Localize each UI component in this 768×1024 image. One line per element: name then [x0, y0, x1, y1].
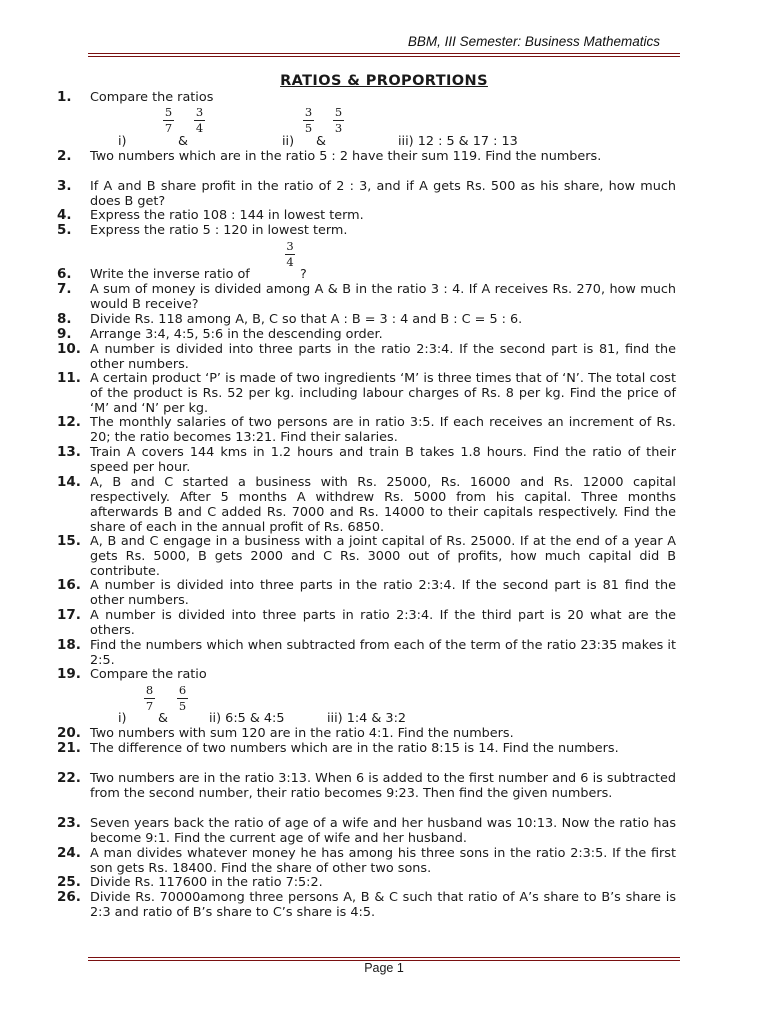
question-text: A man divides whatever money he has among his three sons in the ratio 2:3:5. If the first son gets Rs. 18400. Find the share of other two sons.	[90, 846, 676, 876]
option-i-label: i)	[118, 711, 127, 726]
question-text: The difference of two numbers which are in the ratio 8:15 is 14. Find the numbers.	[90, 741, 619, 756]
option-ii-label: ii)	[282, 134, 295, 149]
question-number: 26.	[57, 889, 81, 905]
question-text: A certain product ‘P’ is made of two ingredients ‘M’ is three times that of ‘N’. The total cost of the product is Rs. 52 per kg. including labour charges of Rs. 8 per kg. Find the price of ‘M’ and ‘N’ per kg.	[90, 371, 676, 416]
option-iii: iii) 12 : 5 & 17 : 13	[398, 134, 518, 149]
question-text: A number is divided into three parts in the ratio 2:3:4. If the second part is 81 find the other numbers.	[90, 578, 676, 608]
question-text: A sum of money is divided among A & B in the ratio 3 : 4. If A receives Rs. 270, how much would B receive?	[90, 282, 676, 312]
ampersand: &	[178, 134, 188, 149]
question-number: 2.	[57, 148, 72, 164]
question-text: Two numbers which are in the ratio 5 : 2 have their sum 119. Find the numbers.	[90, 149, 602, 164]
ampersand: &	[316, 134, 326, 149]
fraction	[163, 106, 174, 135]
fraction	[194, 106, 205, 135]
question-text: Arrange 3:4, 4:5, 5:6 in the descending order.	[90, 327, 383, 342]
question-number: 17.	[57, 607, 81, 623]
fraction	[303, 106, 314, 135]
question-text: Write the inverse ratio of	[90, 267, 250, 282]
denominator: 5	[304, 121, 313, 135]
page-number: Page 1	[364, 961, 404, 975]
denominator: 7	[164, 121, 173, 135]
question-number: 7.	[57, 281, 72, 297]
question-number: 3.	[57, 178, 72, 194]
question-text: Express the ratio 5 : 120 in lowest term.	[90, 223, 348, 238]
denominator: 7	[145, 699, 154, 713]
question-number: 8.	[57, 311, 72, 327]
denominator: 4	[195, 121, 204, 135]
question-number: 9.	[57, 326, 72, 342]
question-number: 12.	[57, 414, 81, 430]
question-number: 11.	[57, 370, 81, 386]
denominator: 5	[178, 699, 187, 713]
numerator: 5	[164, 105, 173, 119]
option-ii: ii) 6:5 & 4:5	[209, 711, 285, 726]
numerator: 6	[178, 683, 187, 697]
question-text: Seven years back the ratio of age of a wife and her husband was 10:13. Now the ratio has become 9:1. Find the current age of wife and her husband.	[90, 816, 676, 846]
question-text: Compare the ratio	[90, 667, 207, 682]
question-mark: ?	[300, 267, 307, 282]
question-number: 6.	[57, 266, 72, 282]
denominator: 4	[286, 255, 294, 269]
question-number: 15.	[57, 533, 81, 549]
question-number: 19.	[57, 666, 81, 682]
numerator: 8	[145, 683, 154, 697]
question-number: 5.	[57, 222, 72, 238]
option-i-label: i)	[118, 134, 127, 149]
question-text: A number is divided into three parts in the ratio 2:3:4. If the second part is 81, find the other numbers.	[90, 342, 676, 372]
question-number: 14.	[57, 474, 81, 490]
question-text: Compare the ratios	[90, 90, 214, 105]
question-text: The monthly salaries of two persons are in ratio 3:5. If each receives an increment of Rs. 20; the ratio becomes 13:21. Find their salaries.	[90, 415, 676, 445]
page-title	[0, 73, 768, 89]
numerator: 3	[286, 239, 294, 253]
fraction	[144, 684, 155, 713]
question-number: 10.	[57, 341, 81, 357]
fraction	[333, 106, 344, 135]
numerator: 3	[195, 105, 204, 119]
question-number: 24.	[57, 845, 81, 861]
question-text: Express the ratio 108 : 144 in lowest term.	[90, 208, 364, 223]
question-text: Two numbers are in the ratio 3:13. When 6 is added to the first number and 6 is subtracted from the second number, their ratio becomes 9:23. Then find the given numbers.	[90, 771, 676, 801]
question-text: A, B and C started a business with Rs. 25000, Rs. 16000 and Rs. 12000 capital respectively. After 5 months A withdrew Rs. 5000 from his capital. Three months afterwards B and C added Rs. 7000 and Rs. 14000 to their capitals respectively. Find the share of each in the annual profit of Rs. 6850.	[90, 475, 676, 535]
question-number: 21.	[57, 740, 81, 756]
question-text: Divide Rs. 70000among three persons A, B & C such that ratio of A’s share to B’s share is 2:3 and ratio of B’s share to C’s share is 4:5.	[90, 890, 676, 920]
fraction	[285, 240, 295, 269]
denominator: 3	[334, 121, 343, 135]
question-number: 22.	[57, 770, 81, 786]
numerator: 5	[334, 105, 343, 119]
option-iii: iii) 1:4 & 3:2	[327, 711, 407, 726]
ampersand: &	[158, 711, 168, 726]
fraction	[177, 684, 188, 713]
question-number: 18.	[57, 637, 81, 653]
page-header: BBM, III Semester: Business Mathematics	[407, 34, 660, 49]
question-text: Divide Rs. 117600 in the ratio 7:5:2.	[90, 875, 323, 890]
question-text: Two numbers with sum 120 are in the ratio 4:1. Find the numbers.	[90, 726, 514, 741]
question-text: Train A covers 144 kms in 1.2 hours and train B takes 1.8 hours. Find the ratio of their speed per hour.	[90, 445, 676, 475]
question-text: Divide Rs. 118 among A, B, C so that A : B = 3 : 4 and B : C = 5 : 6.	[90, 312, 523, 327]
question-number: 16.	[57, 577, 81, 593]
question-number: 23.	[57, 815, 81, 831]
page-title-text: RATIOS & PROPORTIONS	[280, 73, 488, 89]
question-text: Find the numbers which when subtracted from each of the term of the ratio 23:35 makes it 2:5.	[90, 638, 676, 668]
question-text: A, B and C engage in a business with a joint capital of Rs. 25000. If at the end of a year A gets Rs. 5000, B gets 2000 and C Rs. 3000 out of profits, how much capital did B contribute.	[90, 534, 676, 579]
question-number: 25.	[57, 874, 81, 890]
numerator: 3	[304, 105, 313, 119]
question-number: 13.	[57, 444, 81, 460]
question-text: A number is divided into three parts in ratio 2:3:4. If the third part is 20 what are the others.	[90, 608, 676, 638]
question-number: 1.	[57, 89, 72, 105]
header-rule	[88, 53, 680, 57]
question-number: 4.	[57, 207, 72, 223]
question-number: 20.	[57, 725, 81, 741]
question-text: If A and B share profit in the ratio of 2 : 3, and if A gets Rs. 500 as his share, how much does B get?	[90, 179, 676, 209]
